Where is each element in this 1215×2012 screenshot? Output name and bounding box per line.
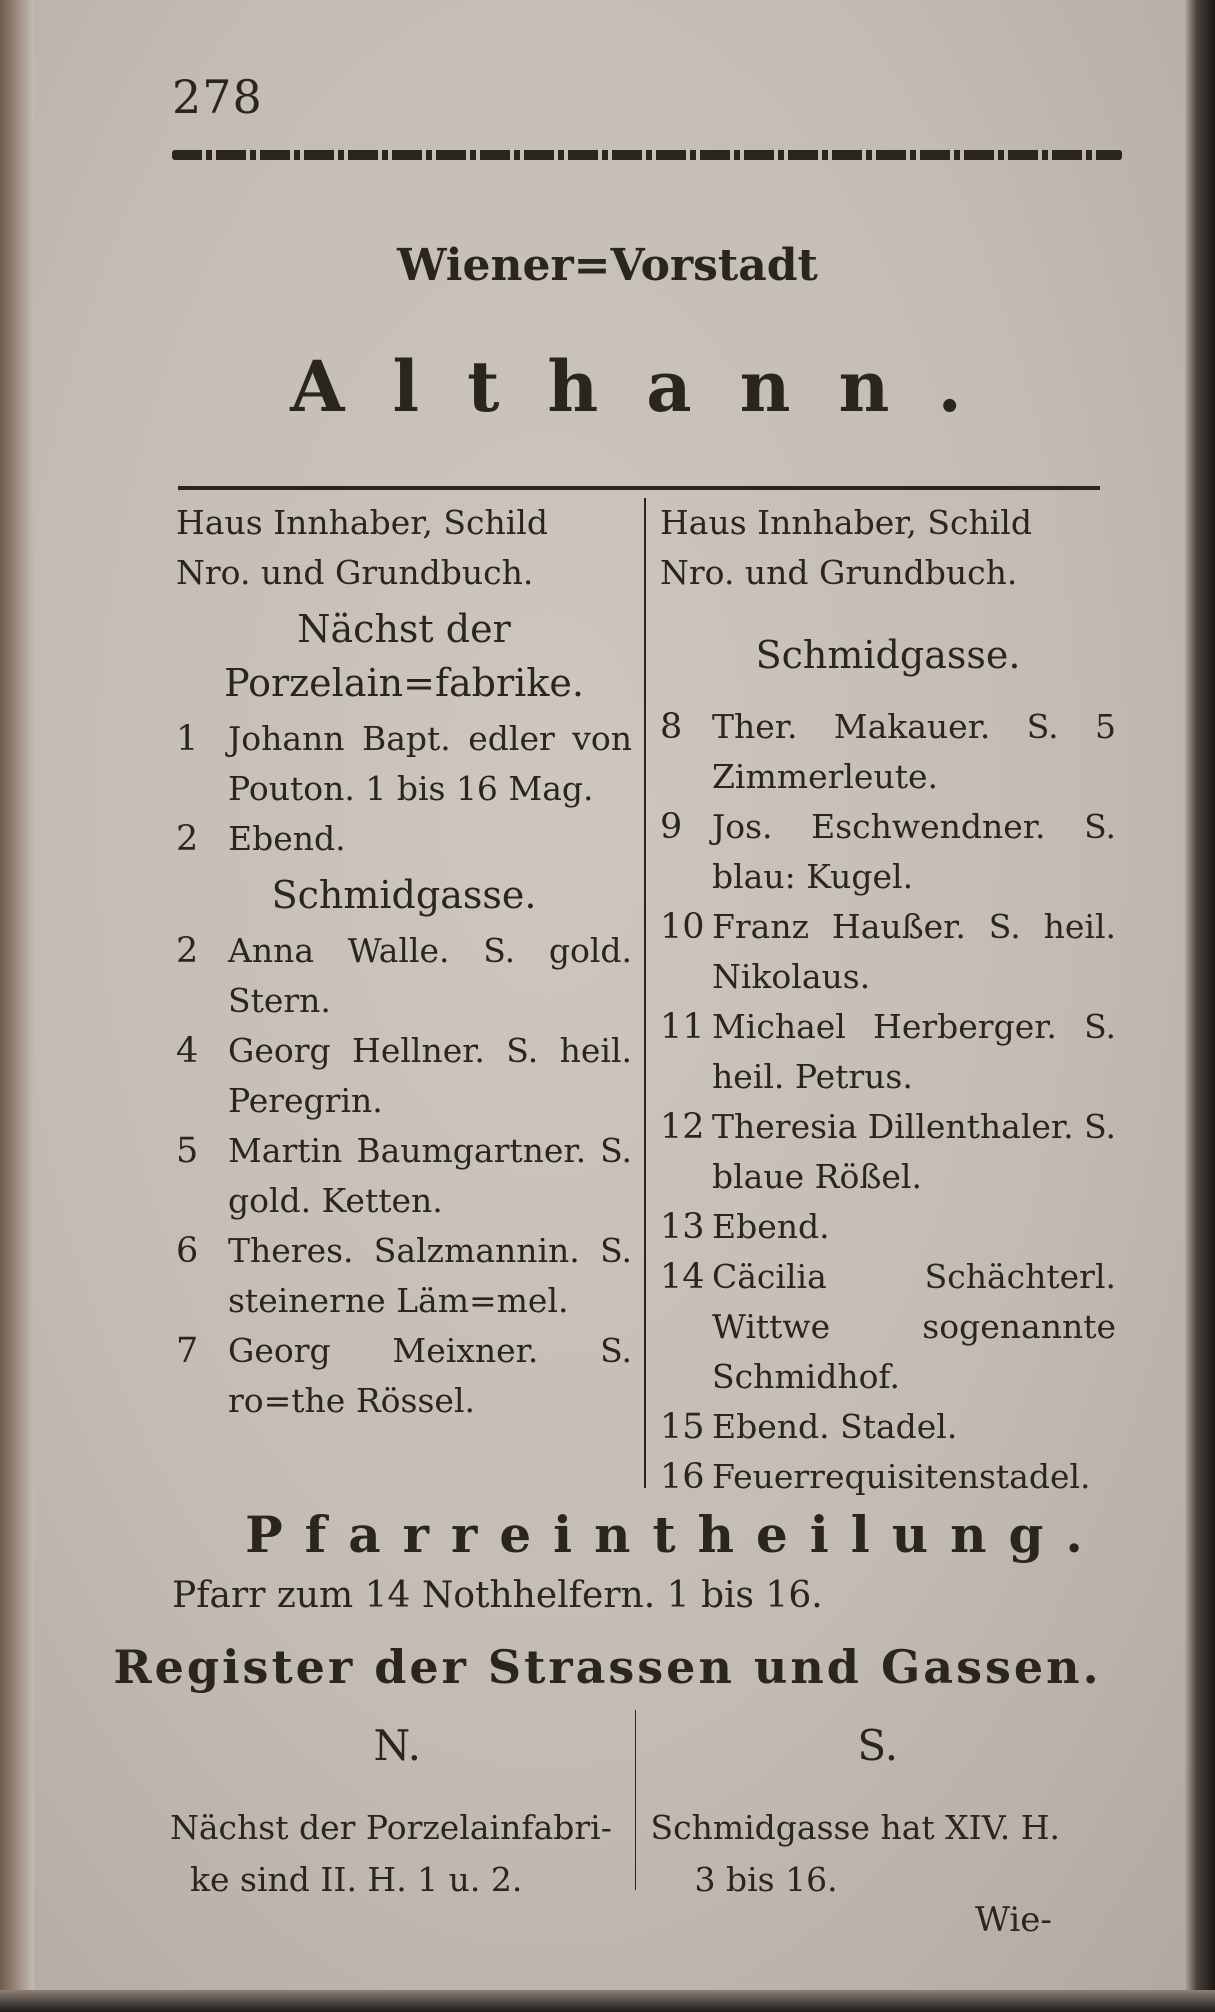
house-number: 2 [176,819,199,859]
list-item [660,1452,1116,1502]
street-register [170,1710,1105,1906]
house-number: 4 [176,1031,199,1071]
page-number: 278 [172,70,263,124]
section-heading: Nächst der Porzelain=fabrike. [224,607,584,705]
parish-heading: Pfarreintheilung. [245,1505,1105,1564]
table-top-rule [178,486,1100,490]
page-gutter-left [0,0,34,2012]
list-item [660,1402,1116,1452]
entry-text: Jos. Eschwendner. S. blau: Kugel. [712,807,1116,896]
list-item [660,702,1116,802]
register-line: Nächst der Porzelainfabri- [170,1808,612,1847]
house-number: 2 [176,931,199,971]
house-register-table [176,498,1116,1502]
house-number: 12 [660,1107,705,1147]
entry-text: Ebend. [228,819,346,858]
right-column [646,498,1116,1502]
entry-text: Franz Haußer. S. heil. Nikolaus. [712,907,1116,996]
house-number: 13 [660,1207,705,1247]
column-header-line2: Nro. und Grundbuch. [176,553,534,592]
page-edge-right [1185,0,1215,2012]
list-item [660,802,1116,902]
list-item [660,902,1116,1002]
house-number: 11 [660,1007,705,1047]
house-number: 1 [176,719,199,759]
register-left-column [170,1710,635,1906]
house-number: 6 [176,1231,199,1271]
entry-text: Ebend. [712,1207,830,1246]
catchword: Wie- [975,1900,1052,1940]
entry-text: Georg Hellner. S. heil. Peregrin. [228,1031,632,1120]
column-header-line2: Nro. und Grundbuch. [660,553,1018,592]
suburb-title: Althann. [290,345,1010,428]
register-line: ke sind II. H. 1 u. 2. [190,1860,523,1899]
entry-text: Ebend. Stadel. [712,1407,958,1446]
list-item [176,1026,632,1126]
house-number: 9 [660,807,683,847]
register-line: 3 bis 16. [694,1860,838,1899]
left-column [176,498,644,1502]
list-item [176,1126,632,1226]
entry-text: Feuerrequisitenstadel. [712,1457,1091,1496]
list-item [660,1202,1116,1252]
list-item [176,814,632,864]
section-heading: Schmidgasse. [271,873,537,917]
entry-text: Johann Bapt. edler von Pouton. 1 bis 16 Mag. [228,719,632,808]
district-heading: Wiener=Vorstadt [397,240,818,291]
register-letter: N. [373,1721,421,1770]
house-number: 5 [176,1131,199,1171]
list-item [660,1002,1116,1102]
list-item [660,1252,1116,1402]
register-letter: S. [857,1721,899,1770]
entry-text: Martin Baumgartner. S. gold. Ketten. [228,1131,632,1220]
house-number: 14 [660,1257,705,1297]
house-number: 8 [660,707,683,747]
entry-text: Georg Meixner. S. ro=the Rössel. [228,1331,632,1420]
entry-text: Michael Herberger. S. heil. Petrus. [712,1007,1116,1096]
page-edge-bottom [0,1990,1215,2012]
register-right-column [636,1710,1105,1906]
entry-text: Ther. Makauer. S. 5 Zimmerleute. [712,707,1116,796]
list-item [176,1326,632,1426]
ornamental-rule [172,150,1122,160]
house-number: 7 [176,1331,199,1371]
register-heading: Register der Strassen und Gassen. [113,1640,1102,1694]
entry-text: Cäcilia Schächterl. Wittwe sogenannte Schmidhof. [712,1257,1116,1396]
entry-text: Theresia Dillenthaler. S. blaue Rößel. [712,1107,1116,1196]
house-number: 15 [660,1407,705,1447]
column-header-line1: Haus Innhaber, Schild [660,503,1032,542]
list-item [660,1102,1116,1202]
house-number: 16 [660,1457,705,1497]
entry-text: Anna Walle. S. gold. Stern. [228,931,632,1020]
house-number: 10 [660,907,705,947]
register-line: Schmidgasse hat XIV. H. [650,1808,1061,1847]
list-item [176,1226,632,1326]
section-heading: Schmidgasse. [755,633,1021,677]
list-item [176,926,632,1026]
parish-line: Pfarr zum 14 Nothhelfern. 1 bis 16. [172,1575,823,1616]
list-item [176,714,632,814]
column-header-line1: Haus Innhaber, Schild [176,503,548,542]
entry-text: Theres. Salzmannin. S. steinerne Läm=mel. [228,1231,632,1320]
